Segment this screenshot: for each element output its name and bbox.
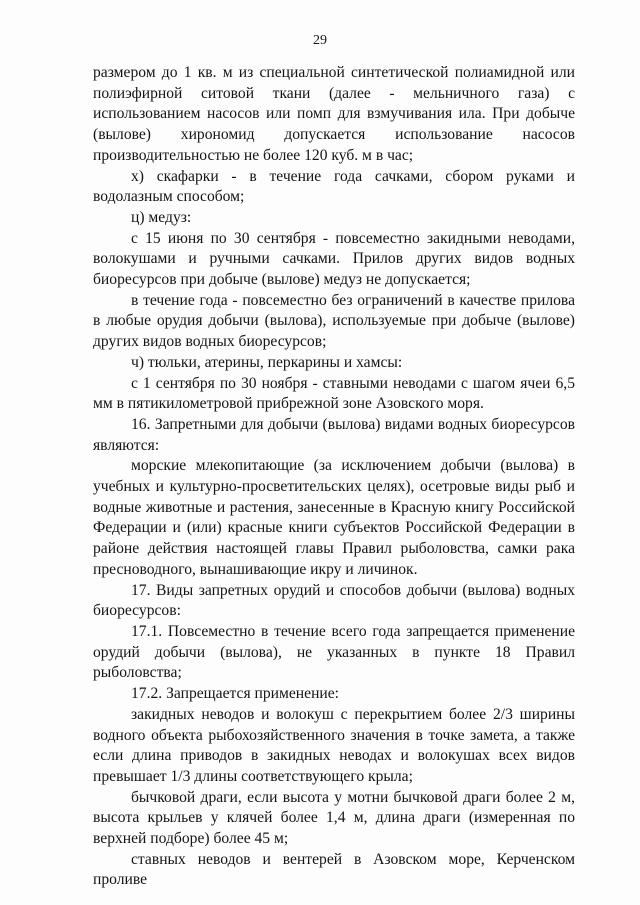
body-text xyxy=(93,63,575,891)
paragraph: в течение года - повсеместно без ограничений в качестве прилова в любые орудия добычи (вылова), используемые при добыче (вылове) других видов водных биоресурсов; xyxy=(93,291,575,351)
paragraph: с 15 июня по 30 сентября - повсеместно закидными неводами, волокушами и ручными сачками. Прилов других видов водных биоресурсов при добыче (вылове) медуз не допускается; xyxy=(93,229,575,289)
paragraph: ч) тюльки, атерины, перкарины и хамсы: xyxy=(131,353,403,371)
paragraph: размером до 1 кв. м из специальной синтетической полиамидной или полиэфирной ситовой ткани (далее - мельничного газа) с использованием насосов или помп для взмучивания ила. При добыче (вылове) хирономид допускается использование насосов производительностью не более 120 куб. м в час; xyxy=(93,64,575,164)
paragraph: 16. Запретными для добычи (вылова) видами водных биоресурсов являются: xyxy=(93,415,575,454)
paragraph: закидных неводов и волокуш с перекрытием более 2/3 ширины водного объекта рыбохозяйственного значения в точке замета, а также если длина приводов в закидных неводах и волокушах всех видов превышает 1/3 длины соответствующего крыла; xyxy=(93,705,575,785)
paragraph: морские млекопитающие (за исключением добычи (вылова) в учебных и культурно-просветительских целях), осетровые виды рыб и водные животные и растения, занесенные в Красную книгу Российской Федерации и (или) красные книги субъектов Российской Федерации в районе действия настоящей главы Правил рыболовства, самки рака пресноводного, вынашивающие икру и личинок. xyxy=(93,457,575,578)
page-number: 29 xyxy=(313,33,327,48)
paragraph: ц) медуз: xyxy=(131,208,192,226)
paragraph: х) скафарки - в течение года сачками, сбором руками и водолазным способом; xyxy=(93,167,575,206)
paragraph: 17.2. Запрещается применение: xyxy=(131,685,340,703)
paragraph: 17.1. Повсеместно в течение всего года запрещается применение орудий добычи (вылова), не указанных в пункте 18 Правил рыболовства; xyxy=(93,622,575,682)
paragraph: с 1 сентября по 30 ноября - ставными неводами с шагом ячеи 6,5 мм в пятикилометровой прибрежной зоне Азовского моря. xyxy=(93,374,575,413)
paragraph: ставных неводов и вентерей в Азовском море, Керченском проливе xyxy=(93,850,575,889)
paragraph: бычковой драги, если высота у мотни бычковой драги более 2 м, высота крыльев у клячей более 1,4 м, длина драги (измеренная по верхней подборе) более 45 м; xyxy=(93,788,575,848)
paragraph: 17. Виды запретных орудий и способов добычи (вылова) водных биоресурсов: xyxy=(93,581,575,620)
